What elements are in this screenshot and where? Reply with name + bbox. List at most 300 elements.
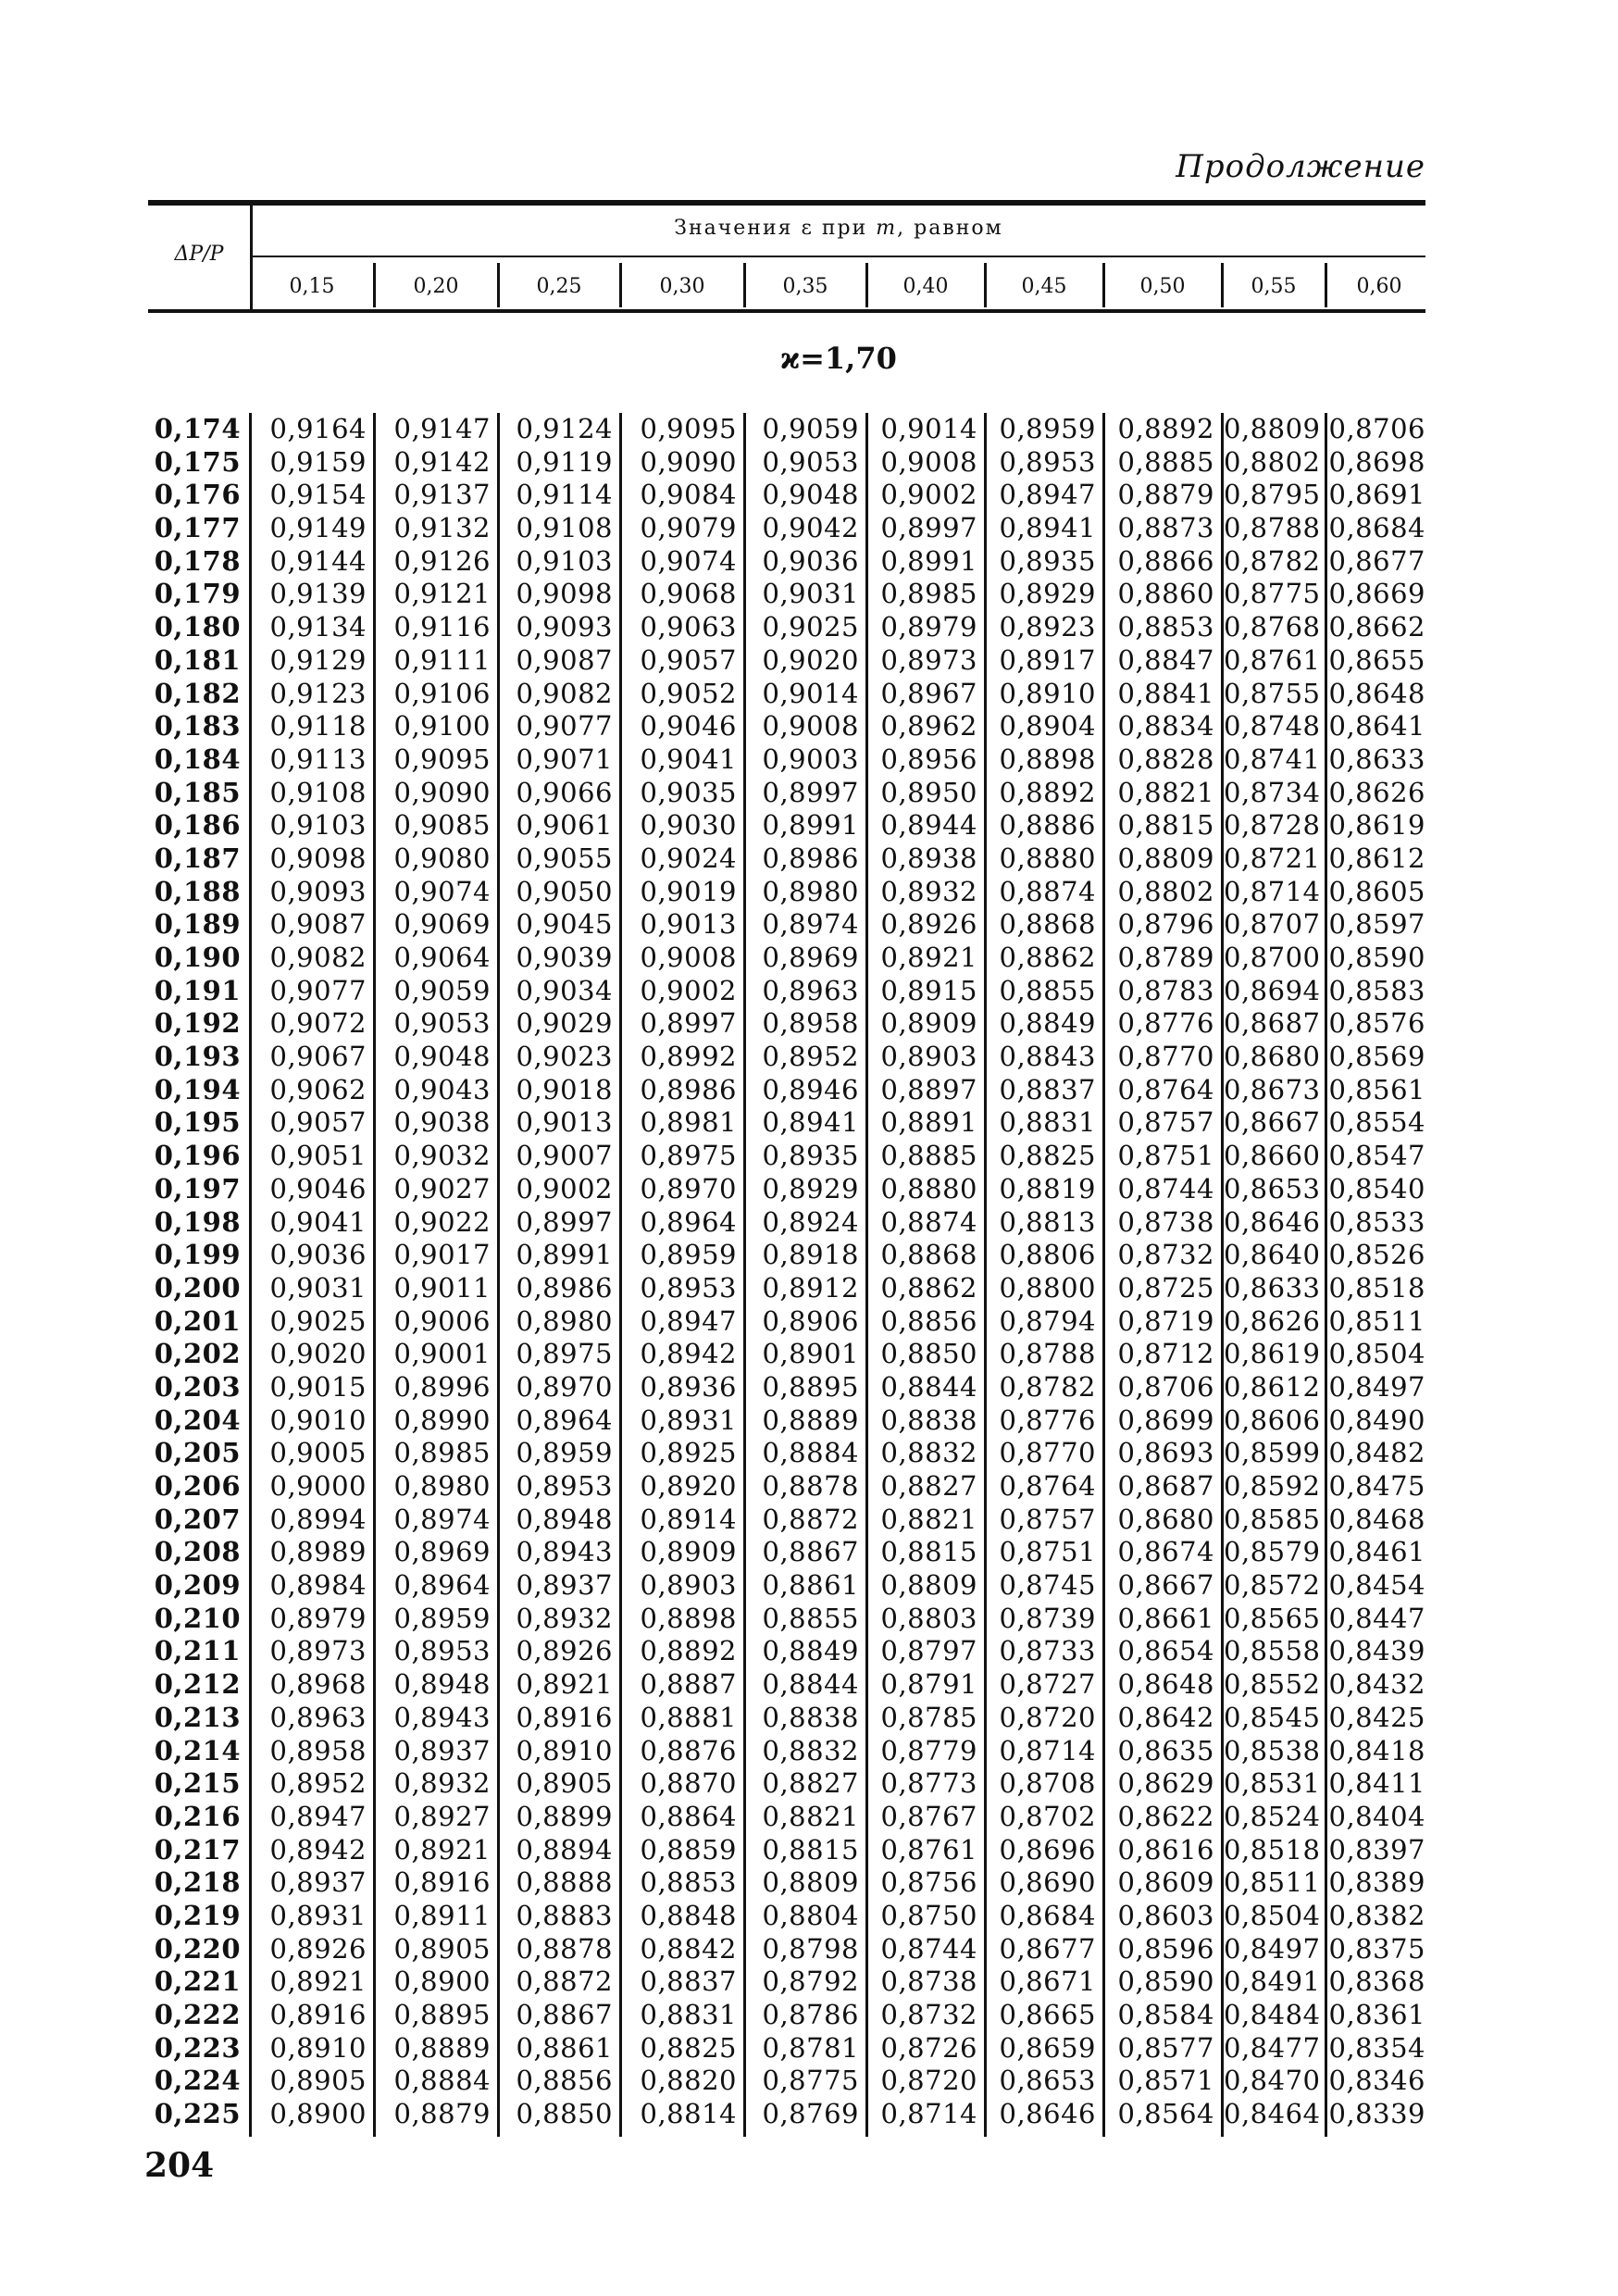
table-cell: 0,8744 bbox=[1117, 1172, 1214, 1204]
table-cell: 0,8354 bbox=[1328, 2031, 1425, 2064]
row-argument: 0,203 bbox=[154, 1370, 241, 1403]
table-cell: 0,8565 bbox=[1224, 1602, 1321, 1634]
table-cell: 0,8884 bbox=[762, 1437, 859, 1469]
table-cell: 0,8975 bbox=[640, 1140, 737, 1172]
table-cell: 0,8980 bbox=[516, 1304, 613, 1337]
table-cell: 0,8526 bbox=[1328, 1239, 1425, 1271]
table-cell: 0,8677 bbox=[1328, 544, 1425, 577]
column-header-separator bbox=[1102, 263, 1105, 307]
table-cell: 0,8714 bbox=[880, 2098, 977, 2130]
table-cell: 0,8776 bbox=[999, 1404, 1096, 1436]
table-cell: 0,8979 bbox=[880, 611, 977, 643]
table-cell: 0,8855 bbox=[762, 1602, 859, 1634]
table-row bbox=[148, 1404, 1435, 1438]
table-cell: 0,8518 bbox=[1328, 1271, 1425, 1304]
table-cell: 0,9001 bbox=[393, 1338, 491, 1370]
table-cell: 0,8673 bbox=[1224, 1073, 1321, 1105]
table-cell: 0,9039 bbox=[516, 942, 613, 973]
table-cell: 0,8698 bbox=[1328, 445, 1425, 478]
table-cell: 0,8518 bbox=[1224, 1833, 1321, 1866]
table-cell: 0,8895 bbox=[762, 1370, 859, 1403]
table-cell: 0,8815 bbox=[1117, 809, 1214, 842]
table-cell: 0,8404 bbox=[1328, 1800, 1425, 1832]
table-cell: 0,8786 bbox=[762, 1999, 859, 2030]
table-cell: 0,8659 bbox=[999, 2031, 1096, 2064]
table-cell: 0,8797 bbox=[880, 1635, 977, 1667]
table-cell: 0,8947 bbox=[640, 1304, 737, 1337]
table-cell: 0,8531 bbox=[1224, 1767, 1321, 1800]
row-argument: 0,191 bbox=[154, 974, 241, 1006]
table-cell: 0,8931 bbox=[640, 1404, 737, 1436]
table-cell: 0,8905 bbox=[269, 2065, 367, 2097]
table-cell: 0,9052 bbox=[640, 677, 737, 709]
table-cell: 0,8552 bbox=[1224, 1668, 1321, 1701]
row-argument: 0,201 bbox=[154, 1304, 241, 1337]
table-cell: 0,8838 bbox=[762, 1701, 859, 1733]
row-argument: 0,178 bbox=[154, 544, 241, 577]
column-separator bbox=[249, 413, 252, 2137]
table-cell: 0,8654 bbox=[1117, 1635, 1214, 1667]
table-cell: 0,8728 bbox=[1224, 809, 1321, 842]
column-header: 0,40 bbox=[902, 275, 949, 298]
table-cell: 0,8727 bbox=[999, 1668, 1096, 1701]
table-cell: 0,8720 bbox=[999, 1701, 1096, 1733]
table-row bbox=[148, 1536, 1435, 1569]
table-cell: 0,9090 bbox=[640, 445, 737, 478]
table-cell: 0,8564 bbox=[1117, 2098, 1214, 2130]
table-cell: 0,8870 bbox=[640, 1767, 737, 1800]
column-header-separator bbox=[1221, 263, 1224, 307]
table-cell: 0,8884 bbox=[393, 2065, 491, 2097]
table-cell: 0,8923 bbox=[999, 611, 1096, 643]
row-argument: 0,183 bbox=[154, 710, 241, 742]
table-cell: 0,8879 bbox=[1117, 479, 1214, 511]
table-cell: 0,8887 bbox=[640, 1668, 737, 1701]
table-cell: 0,8892 bbox=[999, 776, 1096, 808]
table-cell: 0,8719 bbox=[1117, 1304, 1214, 1337]
table-cell: 0,8958 bbox=[269, 1734, 367, 1766]
table-cell: 0,8969 bbox=[762, 942, 859, 973]
table-cell: 0,8375 bbox=[1328, 1932, 1425, 1965]
group-header-prefix: Значения ε при bbox=[674, 217, 877, 240]
table-cell: 0,8584 bbox=[1117, 1999, 1214, 2030]
table-cell: 0,9093 bbox=[269, 875, 367, 907]
group-header bbox=[252, 217, 1425, 240]
column-separator bbox=[497, 413, 500, 2137]
table-cell: 0,8820 bbox=[640, 2065, 737, 2097]
table-cell: 0,8411 bbox=[1328, 1767, 1425, 1800]
page-number: 204 bbox=[144, 2146, 215, 2185]
table-cell: 0,8558 bbox=[1224, 1635, 1321, 1667]
table-cell: 0,8937 bbox=[269, 1866, 367, 1899]
table-cell: 0,8803 bbox=[880, 1602, 977, 1634]
table-cell: 0,8464 bbox=[1224, 2098, 1321, 2130]
table-cell: 0,8680 bbox=[1224, 1041, 1321, 1073]
table-cell: 0,8874 bbox=[880, 1205, 977, 1238]
table-cell: 0,8770 bbox=[1117, 1041, 1214, 1073]
row-argument: 0,195 bbox=[154, 1106, 241, 1139]
table-cell: 0,8905 bbox=[516, 1767, 613, 1800]
table-cell: 0,8936 bbox=[640, 1370, 737, 1403]
table-row bbox=[148, 1702, 1435, 1735]
table-cell: 0,8748 bbox=[1224, 710, 1321, 742]
table-cell: 0,8603 bbox=[1117, 1899, 1214, 1931]
row-argument: 0,180 bbox=[154, 611, 241, 643]
column-header: 0,20 bbox=[413, 275, 459, 298]
table-cell: 0,8953 bbox=[516, 1470, 613, 1502]
table-row bbox=[148, 809, 1435, 842]
table-cell: 0,8504 bbox=[1224, 1899, 1321, 1931]
table-row bbox=[148, 1834, 1435, 1867]
table-cell: 0,9072 bbox=[269, 1007, 367, 1040]
table-cell: 0,8904 bbox=[999, 710, 1096, 742]
table-cell: 0,9050 bbox=[516, 875, 613, 907]
row-argument: 0,219 bbox=[154, 1899, 241, 1931]
table-cell: 0,8867 bbox=[762, 1536, 859, 1568]
table-cell: 0,8693 bbox=[1117, 1437, 1214, 1469]
table-cell: 0,8741 bbox=[1224, 742, 1321, 775]
table-cell: 0,8674 bbox=[1117, 1536, 1214, 1568]
table-cell: 0,8942 bbox=[640, 1338, 737, 1370]
table-row bbox=[148, 1041, 1435, 1074]
table-cell: 0,8827 bbox=[762, 1767, 859, 1800]
row-argument: 0,213 bbox=[154, 1701, 241, 1733]
table-cell: 0,9020 bbox=[269, 1338, 367, 1370]
table-cell: 0,8815 bbox=[880, 1536, 977, 1568]
table-cell: 0,9137 bbox=[393, 479, 491, 511]
table-cell: 0,8874 bbox=[999, 875, 1096, 907]
row-argument: 0,218 bbox=[154, 1866, 241, 1899]
table-row bbox=[148, 1437, 1435, 1470]
table-cell: 0,8900 bbox=[269, 2098, 367, 2130]
table-cell: 0,9014 bbox=[762, 677, 859, 709]
table-cell: 0,8779 bbox=[880, 1734, 977, 1766]
table-row bbox=[148, 512, 1435, 545]
table-cell: 0,8828 bbox=[1117, 742, 1214, 775]
table-cell: 0,8916 bbox=[269, 1999, 367, 2030]
row-argument: 0,208 bbox=[154, 1536, 241, 1568]
table-cell: 0,8813 bbox=[999, 1205, 1096, 1238]
table-cell: 0,8862 bbox=[880, 1271, 977, 1304]
table-cell: 0,9057 bbox=[269, 1106, 367, 1139]
table-cell: 0,8952 bbox=[269, 1767, 367, 1800]
table-cell: 0,9123 bbox=[269, 677, 367, 709]
table-cell: 0,8490 bbox=[1328, 1404, 1425, 1436]
row-argument: 0,179 bbox=[154, 578, 241, 610]
table-cell: 0,8964 bbox=[640, 1205, 737, 1238]
table-cell: 0,8986 bbox=[640, 1073, 737, 1105]
table-cell: 0,8970 bbox=[516, 1370, 613, 1403]
table-cell: 0,8432 bbox=[1328, 1668, 1425, 1701]
row-argument: 0,224 bbox=[154, 2065, 241, 2097]
row-argument: 0,189 bbox=[154, 908, 241, 941]
table-cell: 0,8744 bbox=[880, 1932, 977, 1965]
row-argument: 0,185 bbox=[154, 776, 241, 808]
table-cell: 0,8986 bbox=[516, 1271, 613, 1304]
table-cell: 0,8665 bbox=[999, 1999, 1096, 2030]
table-cell: 0,8769 bbox=[762, 2098, 859, 2130]
table-cell: 0,9118 bbox=[269, 710, 367, 742]
table-cell: 0,8905 bbox=[393, 1932, 491, 1965]
table-row bbox=[148, 1933, 1435, 1966]
table-row bbox=[148, 1272, 1435, 1305]
table-cell: 0,8844 bbox=[762, 1668, 859, 1701]
column-header: 0,55 bbox=[1251, 275, 1297, 298]
table-cell: 0,8948 bbox=[393, 1668, 491, 1701]
table-cell: 0,8880 bbox=[880, 1172, 977, 1204]
table-cell: 0,8984 bbox=[269, 1569, 367, 1602]
table-cell: 0,9067 bbox=[269, 1041, 367, 1073]
table-cell: 0,8751 bbox=[999, 1536, 1096, 1568]
column-separator bbox=[1325, 413, 1327, 2137]
table-cell: 0,8597 bbox=[1328, 908, 1425, 941]
column-header: 0,45 bbox=[1021, 275, 1067, 298]
row-argument: 0,190 bbox=[154, 942, 241, 973]
table-cell: 0,8883 bbox=[516, 1899, 613, 1931]
table-cell: 0,9080 bbox=[393, 842, 491, 874]
table-row bbox=[148, 1603, 1435, 1636]
table-cell: 0,8732 bbox=[1117, 1239, 1214, 1271]
table-cell: 0,8361 bbox=[1328, 1999, 1425, 2030]
column-separator bbox=[1221, 413, 1224, 2137]
row-argument: 0,177 bbox=[154, 512, 241, 544]
table-cell: 0,8585 bbox=[1224, 1503, 1321, 1535]
table-cell: 0,9164 bbox=[269, 413, 367, 444]
table-cell: 0,8986 bbox=[762, 842, 859, 874]
table-row bbox=[148, 479, 1435, 512]
table-cell: 0,9055 bbox=[516, 842, 613, 874]
table-cell: 0,8901 bbox=[762, 1338, 859, 1370]
table-cell: 0,9017 bbox=[393, 1239, 491, 1271]
table-cell: 0,8571 bbox=[1117, 2065, 1214, 2097]
table-cell: 0,8981 bbox=[640, 1106, 737, 1139]
table-cell: 0,8921 bbox=[880, 942, 977, 973]
table-cell: 0,8815 bbox=[762, 1833, 859, 1866]
table-cell: 0,8660 bbox=[1224, 1140, 1321, 1172]
table-cell: 0,8809 bbox=[880, 1569, 977, 1602]
table-cell: 0,8994 bbox=[269, 1503, 367, 1535]
table-cell: 0,8946 bbox=[762, 1073, 859, 1105]
table-row bbox=[148, 710, 1435, 743]
table-cell: 0,9000 bbox=[269, 1470, 367, 1502]
table-cell: 0,8497 bbox=[1328, 1370, 1425, 1403]
table-cell: 0,9034 bbox=[516, 974, 613, 1006]
row-argument: 0,214 bbox=[154, 1734, 241, 1766]
table-cell: 0,8533 bbox=[1328, 1205, 1425, 1238]
table-cell: 0,8691 bbox=[1328, 479, 1425, 511]
table-cell: 0,8932 bbox=[880, 875, 977, 907]
table-cell: 0,8980 bbox=[393, 1470, 491, 1502]
table-cell: 0,8694 bbox=[1224, 974, 1321, 1006]
table-cell: 0,8956 bbox=[880, 742, 977, 775]
table-cell: 0,8629 bbox=[1117, 1767, 1214, 1800]
table-cell: 0,8706 bbox=[1328, 413, 1425, 444]
table-cell: 0,8699 bbox=[1117, 1404, 1214, 1436]
table-cell: 0,8662 bbox=[1328, 611, 1425, 643]
table-cell: 0,8475 bbox=[1328, 1470, 1425, 1502]
table-cell: 0,8888 bbox=[516, 1866, 613, 1899]
row-argument: 0,215 bbox=[154, 1767, 241, 1800]
table-cell: 0,9010 bbox=[269, 1404, 367, 1436]
table-cell: 0,9031 bbox=[269, 1271, 367, 1304]
table-cell: 0,8985 bbox=[880, 578, 977, 610]
table-cell: 0,9147 bbox=[393, 413, 491, 444]
table-cell: 0,8806 bbox=[999, 1239, 1096, 1271]
table-cell: 0,9006 bbox=[393, 1304, 491, 1337]
row-argument: 0,207 bbox=[154, 1503, 241, 1535]
table-cell: 0,8848 bbox=[640, 1899, 737, 1931]
table-cell: 0,8876 bbox=[640, 1734, 737, 1766]
table-cell: 0,8792 bbox=[762, 1965, 859, 1998]
table-row bbox=[148, 1239, 1435, 1272]
row-argument: 0,188 bbox=[154, 875, 241, 907]
table-cell: 0,8684 bbox=[1328, 512, 1425, 544]
column-header: 0,35 bbox=[782, 275, 828, 298]
table-cell: 0,8764 bbox=[999, 1470, 1096, 1502]
table-row bbox=[148, 1007, 1435, 1041]
table-cell: 0,8572 bbox=[1224, 1569, 1321, 1602]
table-cell: 0,8788 bbox=[999, 1338, 1096, 1370]
table-row bbox=[148, 2032, 1435, 2065]
row-argument: 0,199 bbox=[154, 1239, 241, 1271]
row-argument: 0,202 bbox=[154, 1338, 241, 1370]
table-cell: 0,8648 bbox=[1117, 1668, 1214, 1701]
table-cell: 0,8590 bbox=[1328, 942, 1425, 973]
table-cell: 0,8706 bbox=[1117, 1370, 1214, 1403]
table-cell: 0,9063 bbox=[640, 611, 737, 643]
table-cell: 0,9059 bbox=[762, 413, 859, 444]
table-cell: 0,8953 bbox=[393, 1635, 491, 1667]
table-cell: 0,9132 bbox=[393, 512, 491, 544]
row-argument: 0,184 bbox=[154, 742, 241, 775]
table-cell: 0,8714 bbox=[1224, 875, 1321, 907]
table-cell: 0,8606 bbox=[1224, 1404, 1321, 1436]
table-cell: 0,8992 bbox=[640, 1041, 737, 1073]
table-cell: 0,8696 bbox=[999, 1833, 1096, 1866]
table-cell: 0,9144 bbox=[269, 544, 367, 577]
table-cell: 0,9124 bbox=[516, 413, 613, 444]
table-cell: 0,8791 bbox=[880, 1668, 977, 1701]
table-cell: 0,9084 bbox=[640, 479, 737, 511]
table-cell: 0,8911 bbox=[393, 1899, 491, 1931]
table-cell: 0,8484 bbox=[1224, 1999, 1321, 2030]
table-cell: 0,9062 bbox=[269, 1073, 367, 1105]
table-cell: 0,9023 bbox=[516, 1041, 613, 1073]
table-cell: 0,9082 bbox=[269, 942, 367, 973]
table-cell: 0,9002 bbox=[640, 974, 737, 1006]
table-cell: 0,8511 bbox=[1224, 1866, 1321, 1899]
table-cell: 0,8770 bbox=[999, 1437, 1096, 1469]
table-cell: 0,8755 bbox=[1224, 677, 1321, 709]
table-cell: 0,8596 bbox=[1117, 1932, 1214, 1965]
table-cell: 0,9008 bbox=[640, 942, 737, 973]
table-row bbox=[148, 876, 1435, 909]
table-cell: 0,8891 bbox=[880, 1106, 977, 1139]
table-cell: 0,9019 bbox=[640, 875, 737, 907]
table-cell: 0,8687 bbox=[1224, 1007, 1321, 1040]
table-cell: 0,8925 bbox=[640, 1437, 737, 1469]
table-cell: 0,9108 bbox=[269, 776, 367, 808]
table-cell: 0,8832 bbox=[762, 1734, 859, 1766]
table-cell: 0,8827 bbox=[880, 1470, 977, 1502]
table-cell: 0,8733 bbox=[999, 1635, 1096, 1667]
table-cell: 0,8898 bbox=[999, 742, 1096, 775]
table-cell: 0,8626 bbox=[1328, 776, 1425, 808]
table-cell: 0,9069 bbox=[393, 908, 491, 941]
table-cell: 0,9043 bbox=[393, 1073, 491, 1105]
row-argument: 0,225 bbox=[154, 2098, 241, 2130]
table-cell: 0,8720 bbox=[880, 2065, 977, 2097]
table-cell: 0,8707 bbox=[1224, 908, 1321, 941]
column-header-separator bbox=[865, 263, 868, 307]
table-cell: 0,8635 bbox=[1117, 1734, 1214, 1766]
row-argument: 0,216 bbox=[154, 1800, 241, 1832]
table-cell: 0,8878 bbox=[516, 1932, 613, 1965]
table-cell: 0,9036 bbox=[269, 1239, 367, 1271]
table-row bbox=[148, 777, 1435, 810]
table-row bbox=[148, 1965, 1435, 1999]
table-cell: 0,9159 bbox=[269, 445, 367, 478]
table-cell: 0,8997 bbox=[762, 776, 859, 808]
table-row bbox=[148, 1504, 1435, 1537]
table-cell: 0,8554 bbox=[1328, 1106, 1425, 1139]
table-cell: 0,9106 bbox=[393, 677, 491, 709]
row-argument: 0,182 bbox=[154, 677, 241, 709]
table-cell: 0,8425 bbox=[1328, 1701, 1425, 1733]
table-cell: 0,8802 bbox=[1117, 875, 1214, 907]
table-cell: 0,8920 bbox=[640, 1470, 737, 1502]
table-cell: 0,9030 bbox=[640, 809, 737, 842]
table-cell: 0,8579 bbox=[1224, 1536, 1321, 1568]
table-cell: 0,8970 bbox=[640, 1172, 737, 1204]
group-header-suffix: , равном bbox=[897, 217, 1003, 240]
table-cell: 0,8547 bbox=[1328, 1140, 1425, 1172]
table-cell: 0,8653 bbox=[1224, 1172, 1321, 1204]
table-cell: 0,9046 bbox=[640, 710, 737, 742]
table-cell: 0,8903 bbox=[640, 1569, 737, 1602]
table-cell: 0,8842 bbox=[640, 1932, 737, 1965]
table-cell: 0,8867 bbox=[516, 1999, 613, 2030]
table-cell: 0,8897 bbox=[880, 1073, 977, 1105]
table-cell: 0,8921 bbox=[393, 1833, 491, 1866]
table-cell: 0,9008 bbox=[880, 445, 977, 478]
table-cell: 0,8953 bbox=[999, 445, 1096, 478]
table-cell: 0,9103 bbox=[269, 809, 367, 842]
table-cell: 0,9093 bbox=[516, 611, 613, 643]
table-cell: 0,8866 bbox=[1117, 544, 1214, 577]
table-cell: 0,8798 bbox=[762, 1932, 859, 1965]
table-cell: 0,8382 bbox=[1328, 1899, 1425, 1931]
table-row bbox=[148, 611, 1435, 644]
table-cell: 0,8726 bbox=[880, 2031, 977, 2064]
table-cell: 0,8964 bbox=[516, 1404, 613, 1436]
table-cell: 0,8661 bbox=[1117, 1602, 1214, 1634]
table-row bbox=[148, 1735, 1435, 1768]
table-cell: 0,8892 bbox=[640, 1635, 737, 1667]
table-cell: 0,9098 bbox=[516, 578, 613, 610]
table-cell: 0,9087 bbox=[269, 908, 367, 941]
table-cell: 0,8947 bbox=[999, 479, 1096, 511]
table-cell: 0,8477 bbox=[1224, 2031, 1321, 2064]
column-header: 0,15 bbox=[289, 275, 335, 298]
table-cell: 0,8856 bbox=[516, 2065, 613, 2097]
table-cell: 0,9059 bbox=[393, 974, 491, 1006]
table-cell: 0,8734 bbox=[1224, 776, 1321, 808]
table-cell: 0,8773 bbox=[880, 1767, 977, 1800]
column-header: 0,25 bbox=[536, 275, 582, 298]
table-row bbox=[148, 1635, 1435, 1668]
table-cell: 0,9066 bbox=[516, 776, 613, 808]
